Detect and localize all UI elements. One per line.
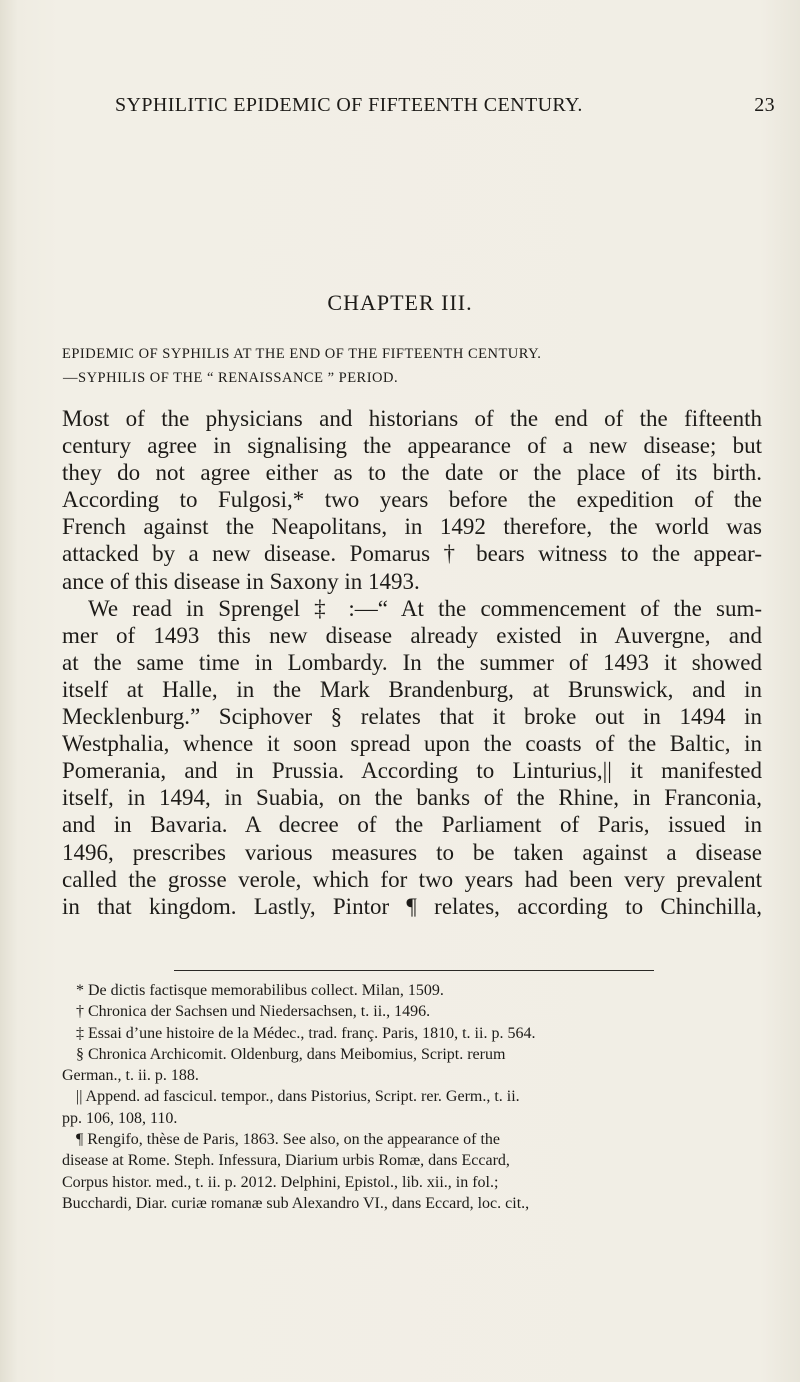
page-number: 23	[754, 94, 775, 116]
footnote-continuation: pp. 106, 108, 110.	[62, 1109, 178, 1127]
footnote-continuation: disease at Rome. Steph. Infessura, Diarium urbis Romæ, dans Eccard,	[62, 1152, 510, 1170]
body-line: century agree in signalising the appearance of a new disease; but	[62, 433, 762, 459]
footnote: * De dictis factisque memorabilibus collect. Milan, 1509.	[76, 982, 444, 999]
body-line: mer of 1493 this new disease already existed in Auvergne, and	[62, 622, 762, 648]
footnote-continuation: German., t. ii. p. 188.	[62, 1067, 199, 1085]
body-line: Pomerania, and in Prussia. According to Linturius,|| it manifested	[62, 758, 762, 784]
body-line: itself, in 1494, in Suabia, on the banks of the Rhine, in Franconia,	[62, 785, 762, 811]
body-line: in that kingdom. Lastly, Pintor ¶ relates, according to Chinchilla,	[62, 893, 762, 919]
chapter-subtitle-line-1: EPIDEMIC OF SYPHILIS AT THE END OF THE FIFTEENTH CENTURY.	[62, 346, 542, 362]
footnote: § Chronica Archicomit. Oldenburg, dans Meibomius, Script. rerum	[76, 1045, 506, 1063]
running-head-title: SYPHILITIC EPIDEMIC OF FIFTEENTH CENTURY.	[115, 94, 583, 116]
body-text	[62, 405, 762, 920]
body-line: French against the Neapolitans, in 1492 therefore, the world was	[62, 514, 762, 540]
footnote: † Chronica der Sachsen und Niedersachsen, t. ii., 1496.	[76, 1003, 431, 1021]
chapter-subtitle-line-2: —SYPHILIS OF THE “ RENAISSANCE ” PERIOD.	[63, 370, 399, 386]
body-line: itself at Halle, in the Mark Brandenburg, at Brunswick, and in	[62, 676, 762, 702]
footnote: ¶ Rengifo, thèse de Paris, 1863. See also, on the appearance of the	[76, 1131, 501, 1149]
body-line: ance of this disease in Saxony in 1493.	[62, 568, 420, 594]
body-line: they do not agree either as to the date or the place of its birth.	[62, 460, 762, 486]
chapter-heading: CHAPTER III.	[327, 290, 473, 315]
footnote-rule	[174, 970, 654, 971]
footnote-continuation: Bucchardi, Diar. curiæ romanæ sub Alexandro VI., dans Eccard, loc. cit.,	[62, 1194, 530, 1212]
footnote-continuation: Corpus histor. med., t. ii. p. 2012. Delphini, Epistol., lib. xii., in fol.;	[62, 1173, 499, 1191]
body-line: Mecklenburg.” Sciphover § relates that it broke out in 1494 in	[62, 704, 762, 730]
body-line: Westphalia, whence it soon spread upon the coasts of the Baltic, in	[62, 731, 762, 757]
body-line: and in Bavaria. A decree of the Parliament of Paris, issued in	[62, 812, 762, 838]
body-line: We read in Sprengel ‡ :—“ At the commencement of the sum-	[88, 595, 762, 621]
footnotes	[62, 980, 766, 1214]
body-line: at the same time in Lombardy. In the summer of 1493 it showed	[62, 649, 762, 675]
footnote: ‡ Essai d’une histoire de la Médec., trad. franç. Paris, 1810, t. ii. p. 564.	[76, 1024, 536, 1042]
body-line: Most of the physicians and historians of the end of the fifteenth	[62, 406, 762, 431]
body-line: 1496, prescribes various measures to be taken against a disease	[62, 839, 762, 865]
body-line: called the grosse verole, which for two years had been very prevalent	[62, 866, 762, 892]
body-line: According to Fulgosi,* two years before the expedition of the	[62, 487, 762, 513]
body-line: attacked by a new disease. Pomarus † bears witness to the appear-	[62, 541, 762, 567]
footnote: || Append. ad fascicul. tempor., dans Pistorius, Script. rer. Germ., t. ii.	[76, 1088, 520, 1106]
